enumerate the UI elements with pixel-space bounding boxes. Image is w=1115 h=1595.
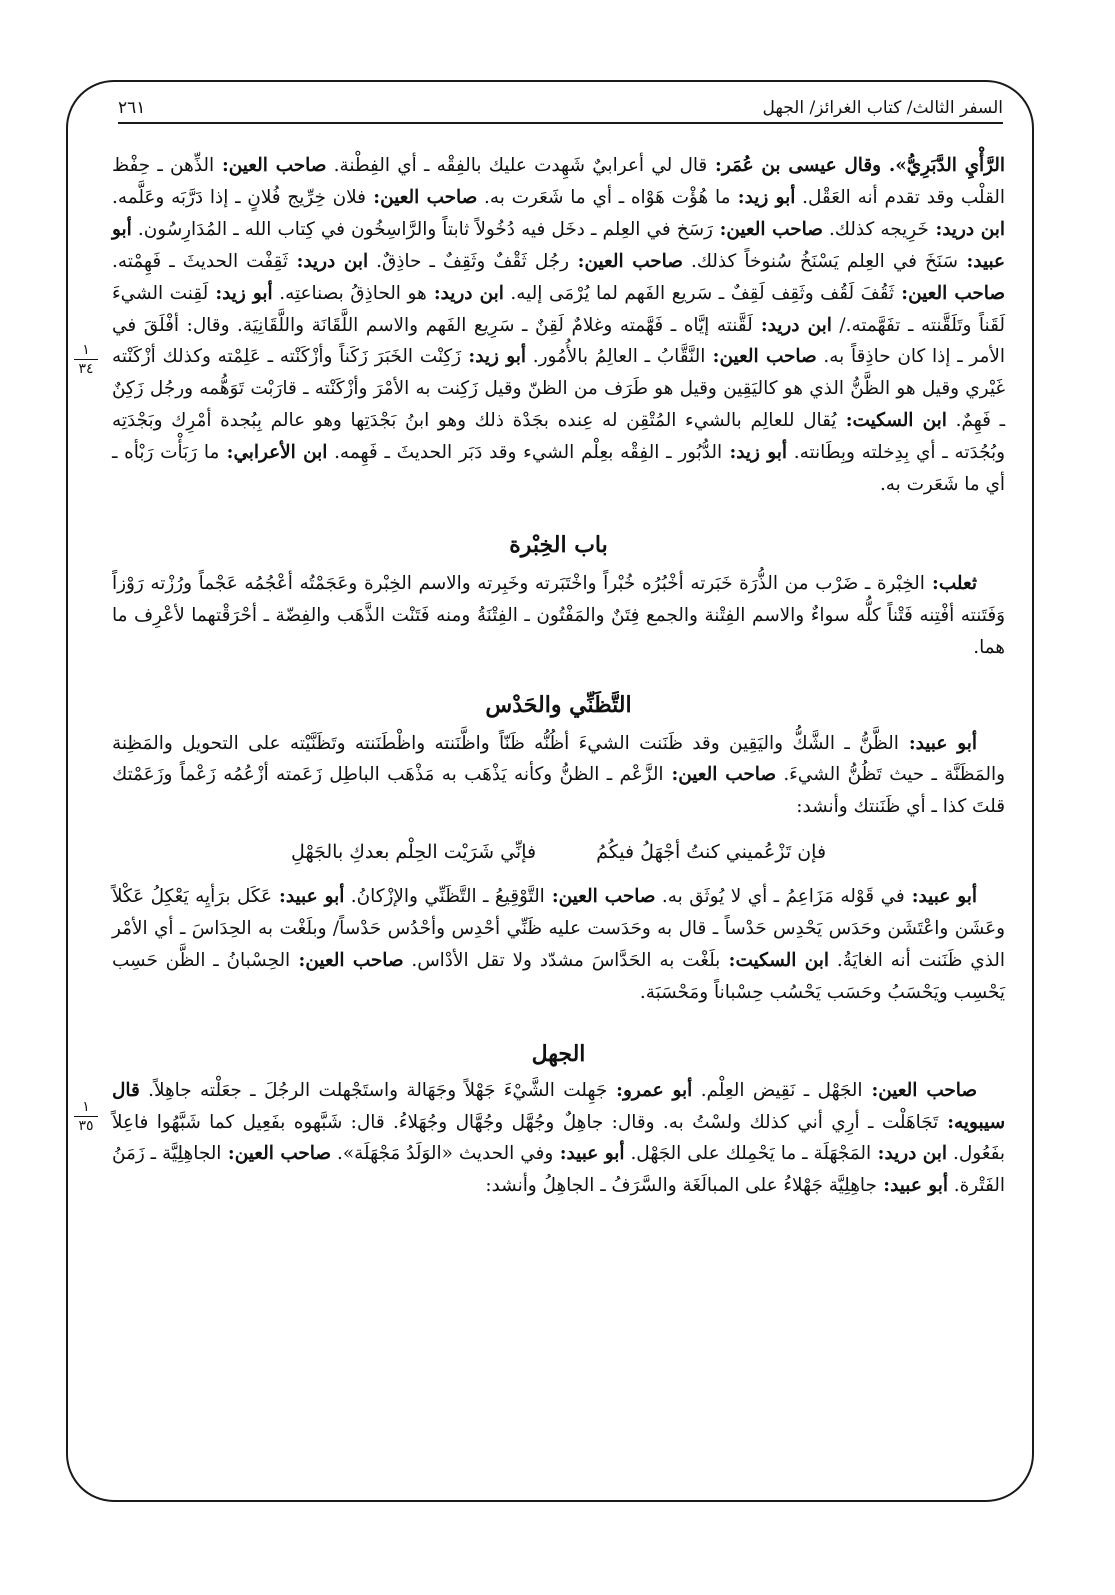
body-text: بلَغْت به الحَدَّاسَ مشدّد ولا تقل الأدْاس. bbox=[403, 949, 721, 971]
speaker-attribution: صاحب العين: bbox=[862, 1079, 977, 1101]
speaker-attribution: أبو زيد: bbox=[730, 186, 796, 208]
speaker-attribution: الرَّأْيِ الدَّبَرِيُّ». bbox=[881, 155, 1006, 176]
body-text: رَسَخ في العِلم ـ دخَل فيه دُخُولاً ثابتاً والرَّاسِخُون في كِتاب الله ـ المُدَارِسُون. bbox=[131, 218, 713, 240]
body-text: تَجَاهَلْت ـ أرِي أني كذلك ولسْتُ به. وقال: جاهِلٌ وجُهَّل وجُهَّال وجُهَلاءُ. قال: شَبَّهوه بفَعِيل كما شَبَّهُوا فاعِلاً بفَعُول. bbox=[112, 1111, 1005, 1165]
body-text: الجَهْل ـ نَقِيض العِلْم. bbox=[692, 1079, 863, 1101]
speaker-attribution: ابن السكيت: bbox=[720, 949, 829, 971]
page-number: ٢٦١ bbox=[118, 98, 146, 118]
body-text: الزَّعْم ـ الظنُّ وكأنه يَذْهَب به مَذْهَب الباطِل زَعَمته أزْعُمُه زَعْماً وزَعَمْتك قلتَ كذا ـ أي ظَنَنتك وأنشد: bbox=[112, 764, 1005, 818]
body-text: الخِبْرة ـ ضَرْب من الذُّرَة خَبَرته أخْبُرُه خُبْراً واخْتَبَرته وخَبِرته والاسم الخِبْرة وعَجَمْتُه أعْجُمُه عَجْماً ورُزْته رَوْزاً وَفَتَنته أفْتِنه فَتْناً كلُّه سواءٌ والاسم الفِتْنة والجمع فِتَنٌ والمَفْتُون ـ الفِتْنَةُ ومنه فَتَنْت الذَّهَب والفِضّة ـ أحْرَقْتهما لأعْرِف ما هما. bbox=[112, 572, 1005, 658]
margin-ref-rule bbox=[74, 359, 98, 360]
speaker-attribution: ابن دريد: bbox=[871, 1143, 948, 1165]
speaker-attribution: صاحب العين: bbox=[712, 218, 823, 240]
speaker-attribution: أبو عبيد: bbox=[898, 732, 977, 754]
speaker-attribution: ابن دريد: bbox=[928, 218, 1005, 240]
page-body bbox=[112, 150, 1005, 1202]
body-text: رجُل ثَقْفٌ وثَقِفٌ ـ حاذِقٌ. bbox=[368, 250, 570, 272]
speaker-attribution: صاحب العين: bbox=[365, 186, 478, 208]
margin-ref-bottom: ٣٥ bbox=[78, 1118, 94, 1134]
speaker-attribution: صاحب العين: bbox=[290, 949, 404, 971]
body-text: الدُّبُور ـ الفِقْه بعِلْم الشيء وقد دَبَر الحديثَ ـ فَهِمه. bbox=[327, 442, 723, 464]
margin-ref-rule bbox=[74, 1116, 98, 1117]
paragraph-hads bbox=[112, 881, 1005, 1009]
body-text: يُقال للعالِم بالشيء المُتْقِن له عِنده بجَدْة ذلك وهو ابنُ بَجْدَتِها وهو عالم بِبُجدة أمْرِك وبَجْدَتِه وبُجُدَته ـ أي بِدِخلته وبِطَانته. bbox=[112, 410, 1005, 464]
speaker-attribution: أبو زيد: bbox=[722, 442, 787, 464]
body-text: جاهِلِيَّة جَهْلاءُ على المبالَغَة والسَّرَفُ ـ الجاهِلُ وأنشد: bbox=[485, 1175, 877, 1197]
speaker-attribution: أبو زيد: bbox=[208, 282, 273, 304]
body-text: سَنَخَ في العِلم يَسْنَخُ سُنوخاً كذلك. bbox=[682, 250, 958, 272]
margin-ref-34 bbox=[72, 343, 100, 376]
poetry-verse bbox=[112, 837, 1005, 869]
paragraph-khibra bbox=[112, 568, 1005, 664]
speaker-attribution: ابن السكيت: bbox=[836, 410, 947, 432]
margin-ref-top: ١ bbox=[82, 1099, 90, 1115]
body-text: ثَقُفَ لَقُف وثَقِف لَقِفٌ ـ سَريع الفَهم لما يُرْمَى إليه. bbox=[503, 282, 895, 304]
body-text: التَّوْقِيعُ ـ التَّظَنِّي والإزْكانُ. bbox=[344, 886, 545, 908]
page-header bbox=[118, 90, 1003, 124]
paragraph-jahl bbox=[112, 1075, 1005, 1203]
speaker-attribution: صاحب العين: bbox=[705, 346, 817, 368]
speaker-attribution: صاحب العين: bbox=[663, 764, 776, 786]
body-text: وفي الحديث «الوَلَدُ مَجْهَلَة». bbox=[331, 1143, 554, 1165]
body-text: عَكَل برَأيِه يَعْكِلُ عَكْلاً وعَشَن واعْتَشَن وحَدَس يَحْدِس حَدْساً ـ قال به وحَدَست عليه ظَنِّي أحْدِس وأحْدُس حَدْساً/ وبلَغْت به الحِدَاسَ ـ أي الأمْر الذي ظَنَنت أنه الغايَةُ. bbox=[112, 886, 1005, 971]
body-text: الظَّنُّ ـ الشَّكُّ واليَقِين وقد ظَنَنت الشيءَ أظُنُّه ظَنّاً واظَّنَنته واظْطَنَنته وتَظَنَّيْته على التحويل والمَظِنة والمَظَنَّة ـ حيث تَظُنُّ الشيءَ. bbox=[112, 732, 1005, 786]
running-title: السفر الثالث/ كتاب الغرائز/ الجهل bbox=[762, 98, 1003, 118]
body-text: في قَوْله مَزَاعِمُ ـ أي لا يُوثَق به. bbox=[655, 886, 905, 908]
heading-jahl: الجهل bbox=[531, 1040, 586, 1067]
margin-ref-top: ١ bbox=[82, 342, 90, 358]
speaker-attribution: ابن الأعرابي: bbox=[219, 442, 328, 464]
body-text: ما رَبَأْت رَبْأه ـ أي ما شَعَرت به. bbox=[112, 442, 1005, 496]
speaker-attribution: صاحب العين: bbox=[544, 886, 656, 908]
body-text: ما هُؤْت هَوْاه ـ أي ما شَعَرت به. bbox=[477, 186, 731, 208]
verse-hemistich-left: فإنِّي شَرَيْت الحِلْم بعدكِ بالجَهْلِ bbox=[290, 841, 537, 864]
speaker-attribution: أبو عبيد: bbox=[904, 886, 977, 908]
speaker-attribution: صاحب العين: bbox=[221, 1143, 332, 1165]
heading-tazanni: التَّظَنِّي والحَدْس bbox=[485, 691, 632, 718]
speaker-attribution: وقال عيسى بن عُمَر: bbox=[707, 155, 882, 176]
speaker-attribution: ابن دريد: bbox=[287, 250, 369, 272]
heading-khibra: باب الخِبْرة bbox=[509, 531, 608, 558]
speaker-attribution: صاحب العين: bbox=[214, 155, 327, 176]
verse-hemistich-right: فإن تَزْعُميني كنتُ أجْهَلُ فيكُمُ bbox=[596, 841, 827, 864]
body-text: الجاهِلِيَّة ـ زَمَنُ الفَتْرة. bbox=[112, 1143, 1005, 1197]
speaker-attribution: أبو عبيد: bbox=[876, 1175, 948, 1197]
speaker-attribution: صاحب العين: bbox=[569, 250, 683, 272]
paragraph-tazanni bbox=[112, 728, 1005, 824]
body-text: لَقَّنته إيَّاه ـ فَهَّمته وغلامٌ لَقِنٌ ـ سَرِيع الفَهم والاسم اللَّقَانَة واللَّقَانِيَة. وقال: أفْلَقَ في الأمر ـ إذا كان حاذِقاً به. bbox=[112, 314, 1005, 368]
speaker-attribution: ابن دريد: bbox=[752, 314, 832, 336]
speaker-attribution: أبو عبيد: bbox=[272, 886, 345, 908]
speaker-attribution: أبو عمرو: bbox=[607, 1079, 693, 1101]
speaker-attribution: صاحب العين: bbox=[894, 282, 1005, 304]
body-text: خَرِيجه كذلك. bbox=[822, 218, 929, 240]
paragraph-fitna bbox=[112, 150, 1005, 501]
speaker-attribution: ابن دريد: bbox=[426, 282, 504, 304]
body-text: لَقِنت الشيءَ لَقَناً وتَلَقَّنته ـ تفَهَّمته./ bbox=[112, 282, 1005, 336]
body-text: الذِّهن ـ حِفْظ القلْب وقد تقدم أنه العَقْل. bbox=[112, 155, 1006, 208]
body-text: جَهِلت الشَّيْءَ جَهْلاً وجَهَالة واستَجْهلت الرجُلَ ـ جعَلْته جاهِلاً. bbox=[139, 1079, 608, 1101]
body-text: هو الحاذِقُ بصناعتِه. bbox=[272, 282, 427, 304]
margin-ref-35 bbox=[72, 1100, 100, 1133]
speaker-attribution: أبو عبيد: bbox=[112, 218, 1006, 272]
body-text: قال لي أعرابيٌ شَهِدت عليك بالفِقْه ـ أي الفِطْنة. bbox=[326, 155, 708, 176]
body-text: الحِسْبانُ ـ الظَّن حَسِب يَحْسِب ويَحْسَبُ وحَسَب يَحْسُب حِسْباناً ومَحْسَبَة. bbox=[112, 949, 1005, 1003]
speaker-attribution: قال سيبويه: bbox=[112, 1079, 1006, 1133]
speaker-attribution: ثعلب: bbox=[924, 572, 977, 594]
body-text: فلان خِرِّيج فُلانٍ ـ إذا دَرَّبَه وعَلَّمه. bbox=[112, 186, 366, 208]
body-text: المَجْهَلَة ـ ما يَحْمِلك على الجَهْل. bbox=[624, 1143, 872, 1165]
margin-ref-bottom: ٣٤ bbox=[78, 361, 94, 377]
body-text: النَّقَّابُ ـ العالِمُ بالأُمُور. bbox=[525, 346, 706, 368]
body-text: زَكِنْت الخَبَرَ زَكَناً وأزْكَنْته ـ عَلِمْته وكذلك أزْكَنْته غَيْري وقيل هو الظَّنُّ الذي هو كاليَقِين وقيل هو طَرَف من الظنّ وقيل زَكِنت به الأمْرَ وأزْكَنْته ـ قارَبْت تَوَهُّمه ورجُل زَكِنٌ ـ فَهِمٌ. bbox=[112, 346, 1005, 432]
speaker-attribution: أبو زيد: bbox=[461, 346, 526, 368]
speaker-attribution: أبو عبيد: bbox=[553, 1143, 625, 1165]
body-text: ثَقِفْت الحديثَ ـ فَهِمْته. bbox=[112, 250, 288, 272]
